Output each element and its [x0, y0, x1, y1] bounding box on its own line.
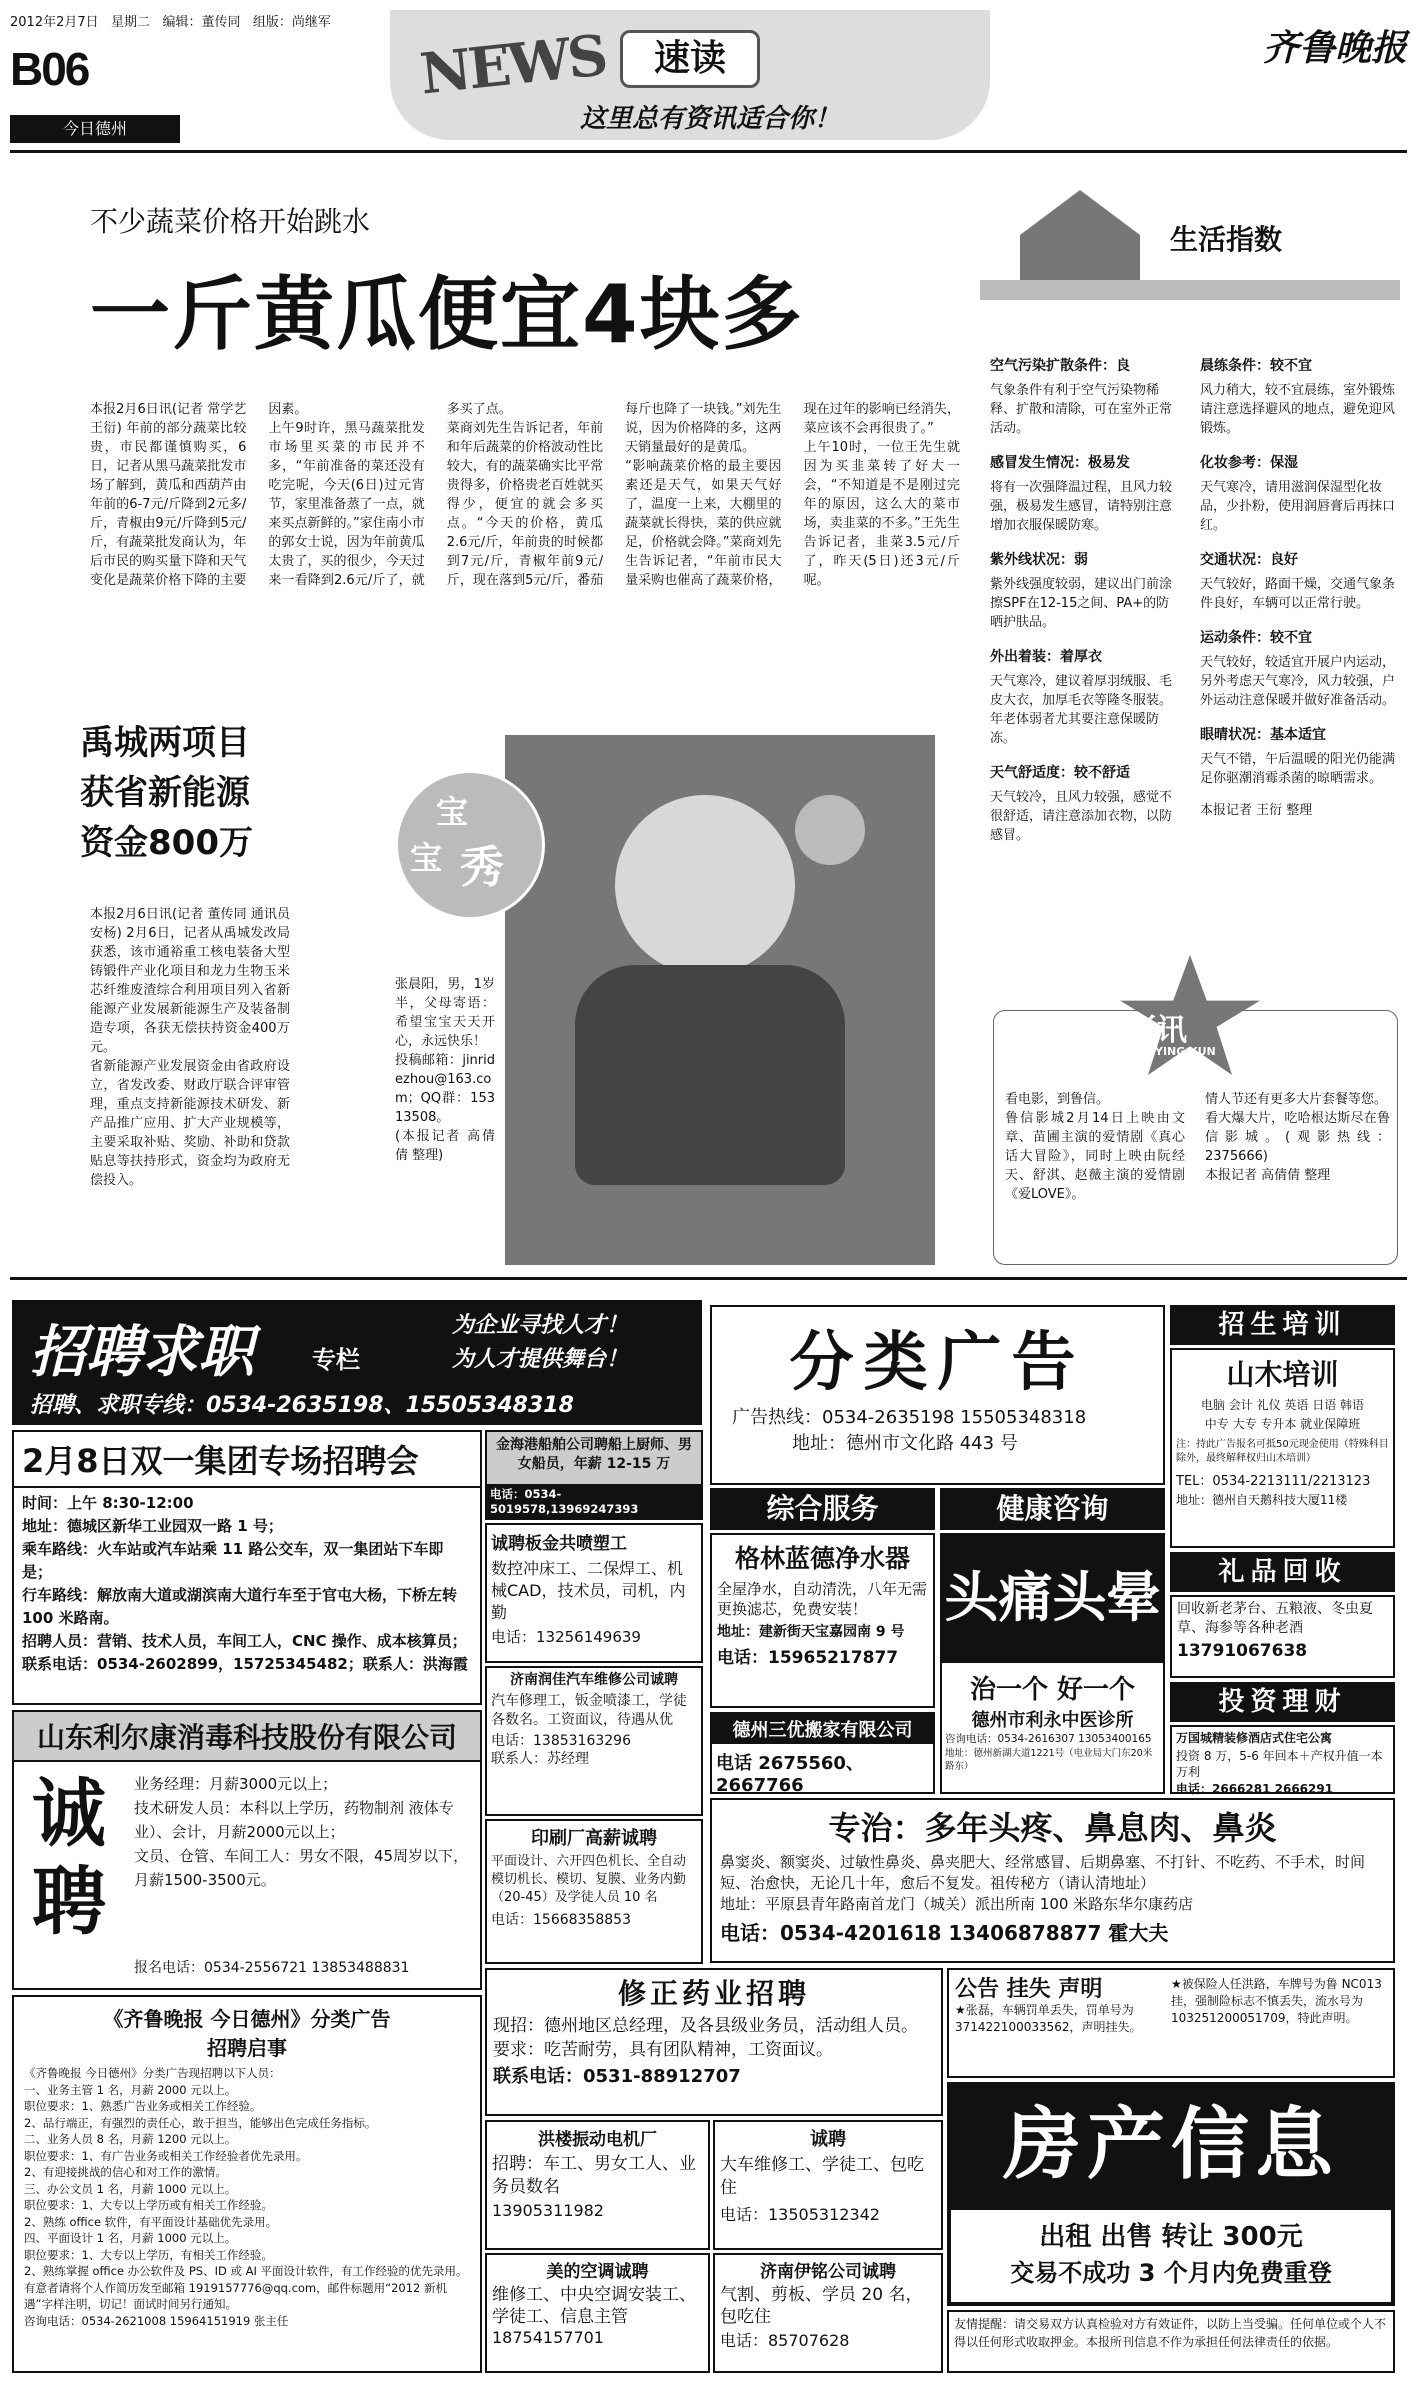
badge-char-2: 宝 — [410, 839, 443, 877]
water-box — [710, 1533, 935, 1708]
pharma-body: 现招：德州地区总经理，及各县级业务员，活动组人员。 要求：吃苦耐劳，具有团队精神，工资面议。 — [493, 2016, 918, 2060]
moving-title: 德州三优搬家有限公司 — [712, 1714, 933, 1744]
index-title: 生活指数 — [1170, 223, 1283, 256]
vib-tel: 13905311982 — [492, 2201, 604, 2220]
movie-right-text: 情人节还有更多大片套餐等您。 看大爆大片，吃哈根达斯尽在鲁信影城。(观影热线：2375666) 本报记者 高倩倩 整理 — [1205, 1092, 1390, 1183]
invest-box — [1170, 1725, 1395, 1794]
ac-tel: 18754157701 — [492, 2328, 604, 2347]
tab-enroll: 招生培训 — [1170, 1305, 1395, 1345]
notice-left: ★张磊，车辆罚单丢失，罚单号为 371422100033562，声明挂失。 — [955, 2003, 1142, 2034]
lier-item-3: 文员、仓管、车间工人：男女不限，45周岁以下，月薪1500-3500元。 — [134, 1847, 469, 1889]
sheet-box — [485, 1523, 703, 1663]
headache-address: 地址：德州新湖大道1221号（电业局大门东20米路东） — [945, 1748, 1153, 1772]
notice-title: 公告 挂失 声明 — [955, 1977, 1103, 2002]
lier-item-1: 业务经理：月薪3000元以上； — [134, 1775, 338, 1793]
port-tel: 电话：0534-5019578,13969247393 — [487, 1484, 701, 1518]
yiming-title: 济南伊铭公司诚聘 — [760, 2262, 896, 2282]
school-items: 电脑 会计 礼仪 英语 日语 韩语 中专 大专 专升本 就业保障班 — [1200, 1398, 1365, 1431]
gift-tel: 13791067638 — [1177, 1641, 1308, 1661]
moving-tel: 电话 2675560、2667766 — [716, 1753, 864, 1796]
energy-headline — [80, 718, 340, 868]
notice-box — [947, 1968, 1395, 2078]
date-line — [10, 14, 390, 32]
gift-box — [1170, 1595, 1395, 1678]
auto-tel: 电话：13853163296 联系人：苏经理 — [491, 1733, 631, 1767]
recruit-header — [12, 1300, 702, 1425]
newspaper-name: 齐鲁晚报 — [1262, 27, 1407, 69]
lier-big — [32, 1770, 106, 1946]
print-tel: 电话：15668358853 — [491, 1912, 631, 1928]
jobfair-body: 时间：上午 8:30-12:00 地址：德城区新华工业园双一路 1 号； 乘车路线：火车站或汽车站乘 11 路公交车，双一集团站下车即是； 行车路线：解放南大道或湖滨南大道行车至于官屯大杨，下桥左转 100 米路南。 招聘人员：营销、技术人员，车间工人，CNC 操作、成本核算员； 联系电话：0534-2602899，15725345482；联系人：洪海霞 — [22, 1494, 468, 1673]
jobfair-box — [12, 1430, 482, 1705]
vib-title: 洪楼振动电机厂 — [538, 2130, 657, 2150]
editor: 编辑：董传同 — [162, 15, 241, 30]
invest-body: 投资 8 万，5-6 年回本＋产权升值一本万利 — [1176, 1749, 1383, 1779]
badge-char-1: 宝 — [436, 793, 469, 831]
energy-headline-3: 资金800万 — [80, 823, 253, 863]
pharma-tel: 联系电话：0531-88912707 — [493, 2066, 741, 2087]
movie-badge-en: YING XUN — [1155, 1045, 1216, 1058]
movie-left-text: 看电影，到鲁信。 鲁信影城2月14日上映由文章、苗圃主演的爱情剧《真心话大冒险》，同时上映由阮经天、舒淇、赵薇主演的爱情剧《爱LOVE》。 — [1005, 1092, 1185, 1202]
grass-strip — [980, 280, 1400, 300]
tab-gift: 礼品回收 — [1170, 1552, 1395, 1592]
headache-tel: 咨询电话：0534-2616307 13053400165 — [945, 1733, 1152, 1745]
index-right-2: 化妆参考：保湿 天气寒冷，请用滋润保湿型化妆品，少扑粉，使用润唇膏后再抹口红。 — [1200, 455, 1396, 533]
sinus-body: 鼻窦炎、额窦炎、过敏性鼻炎、鼻夹肥大、经常感冒、后期鼻塞、不打针、不吃药、不手术，时间短、治愈快，无论几十年，愈后不复发。祖传秘方（请认清地址） — [720, 1853, 1366, 1892]
classified-header — [710, 1305, 1165, 1485]
auto-body: 汽车修理工，钣金喷漆工，学徒各数名。工资面议，待遇从优 — [491, 1693, 687, 1728]
pharma-title: 修正药业招聘 — [617, 1977, 810, 2010]
tab-invest: 投资理财 — [1170, 1682, 1395, 1722]
estate-info — [951, 2210, 1391, 2302]
water-body: 全屋净水，自动清洗，八年无需更换滤芯，免费安装！ — [717, 1580, 928, 1618]
headache-subtitle: 治一个 好一个 — [969, 1675, 1136, 1705]
tab-service: 综合服务 — [710, 1488, 935, 1530]
energy-headline-2: 获省新能源 — [80, 773, 250, 813]
gift-body: 回收新老茅台、五粮液、冬虫夏草、海参等各种老酒 — [1177, 1601, 1373, 1636]
print-body: 平面设计、六开四色机长、全自动模切机长、模切、复膜、业务内勤（20-45）及学徒人员 10 名 — [491, 1854, 687, 1905]
classified-hotline: 广告热线：0534-2635198 15505348318 — [732, 1407, 1087, 1428]
qilu-body: 《齐鲁晚报 今日德州》分类广告现招聘以下人员： 一、业务主管 1 名，月薪 2000 元以上。 职位要求：1、熟悉广告业务或相关工作经验。 2、品行端正，有强烈的责任心，敢于担当，能够出色完成任务指标。 二、业务人员 8 名，月薪 1200 元以上。 职位要求：1、有广告业务或相关工作经验者优先录用。 2、有迎接挑战的信心和对工作的激情。 三、办公文员 1 名，月薪 1000 元以上。 职位要求：1、大专以上学历或有相关工作经验。 2、熟练 office 软件，有平面设计基础优先录用。 四、平面设计 1 名，月薪 1000 元以上。 职位要求：1、大专以上学历，有相关工作经验。 2、熟练掌握 office 办公软件及 PS、ID 或 AI 平面设计软件，有工作经验的优先录用。有意者请将个人作简历发至邮箱 1919157776@qq.com，邮件标题用“2012 新机遇”字样注明，切记！面试时间另行通知。 咨询电话：0534-2621008 15964151919 张主任 — [24, 2066, 468, 2328]
sinus-tel: 电话：0534-4201618 13406878877 霍大夫 — [720, 1921, 1169, 1945]
water-title: 格林蓝德净水器 — [734, 1544, 910, 1573]
hire-box — [713, 2120, 943, 2250]
classified-title: 分类广告 — [789, 1326, 1086, 1400]
water-tel: 电话：15965217877 — [717, 1648, 899, 1668]
column-name: 速读 — [620, 30, 760, 88]
invest-title: 万国城精装修酒店式住宅公寓 — [1176, 1731, 1333, 1745]
lier-big-2: 聘 — [32, 1859, 106, 1945]
qilu-title: 《齐鲁晚报 今日德州》分类广告 — [103, 2007, 391, 2031]
pharma-box — [485, 1968, 943, 2116]
tip-box — [947, 2310, 1395, 2373]
index-left-2: 感冒发生情况：极易发 将有一次强降温过程，且风力较强，极易发生感冒，请特别注意增加衣服保暖防寒。 — [990, 455, 1173, 533]
energy-body: 本报2月6日讯(记者 董传同 通讯员 安杨) 2月6日，记者从禹城发改局获悉，该市通裕重工核电装备大型铸锻件产业化项目和龙力生物玉米芯纤维废渣综合利用项目列入省新能源产业发展新能源生产及装备制造专项，各获无偿扶持资金400万元。 省新能源产业发展资金由省政府设立，省发改委、财政厅联合评审管理，重点支持新能源技术研发、新产品推广应用、扩大产业规模等，主要采取补贴、奖励、补助和贷款贴息等扶持形式，资金均为政府无偿投入。 — [90, 907, 290, 1188]
index-right-1: 晨练条件：较不宜 风力稍大，较不宜晨练，室外锻炼请注意选择避风的地点，避免迎风锻炼。 — [1200, 358, 1396, 436]
print-box — [485, 1819, 703, 1964]
lier-tel: 报名电话：0534-2556721 13853488831 — [134, 1960, 410, 1976]
page-number: B06 — [10, 43, 89, 95]
yiming-tel: 电话：85707628 — [720, 2331, 850, 2350]
recruit-slogan-1: 为企业寻找人才！ — [452, 1313, 629, 1338]
ac-box — [485, 2253, 710, 2373]
estate-title: 房产信息 — [1002, 2100, 1339, 2190]
headache-box — [940, 1533, 1165, 1794]
port-title: 金海港船舶公司聘船上厨师、男女船员，年薪 12-15 万 — [496, 1437, 692, 1472]
hire-body: 大车维修工、学徒工、包吃住 — [720, 2155, 924, 2198]
rattle-ball — [795, 795, 865, 865]
date: 2012年2月7日 — [10, 15, 99, 30]
recruit-slogan-2: 为人才提供舞台！ — [452, 1347, 629, 1372]
notice-right: ★被保险人任洪路，车牌号为鲁 NC013 挂，强制险标志不慎丢失，流水号为 103251200051709，特此声明。 — [1171, 1977, 1382, 2025]
energy-headline-1: 禹城两项目 — [80, 723, 250, 763]
school-note: 注：持此广告报名可抵50元现金使用（特殊科目除外，最终解释权归山木培训） — [1176, 1439, 1389, 1464]
recruit-title-suffix: 专栏 — [312, 1346, 360, 1374]
sheet-tel: 电话：13256149639 — [491, 1628, 641, 1646]
recruit-title: 招聘求职 — [30, 1320, 254, 1385]
auto-box — [485, 1666, 703, 1816]
estate-line-2: 交易不成功 3 个月内免费重登 — [1010, 2259, 1332, 2287]
print-title: 印刷厂高薪诚聘 — [531, 1828, 657, 1849]
school-tel: TEL：0534-2213111/2213123 — [1176, 1474, 1371, 1489]
lier-big-1: 诚 — [32, 1771, 106, 1857]
baby-caption: 张晨阳，男，1岁半，父母寄语：希望宝宝天天开心，永远快乐！ 投稿邮箱：jinridezhou@163.com；QQ群：15313508。 (本报记者 高倩倩 整理) — [395, 977, 495, 1163]
ac-title: 美的空调诚聘 — [546, 2262, 649, 2282]
vib-box — [485, 2120, 710, 2250]
headache-title: 头痛头晕 — [942, 1535, 1163, 1663]
vib-body: 招聘：车工、男女工人、业务员数名 — [492, 2154, 696, 2197]
news-logo: NEWS — [417, 22, 609, 108]
baby-badge — [395, 770, 545, 920]
index-right-column — [1200, 355, 1400, 955]
baby-photo — [505, 735, 935, 1265]
index-right-4: 运动条件：较不宜 天气较好，较适宜开展户内运动，另外考虑天气寒冷，风力较强，户外运动注意保暖并做好准备活动。 — [1200, 630, 1396, 708]
sinus-title: 专治：多年头疼、鼻息肉、鼻炎 — [828, 1809, 1277, 1847]
section-label: 今日德州 — [10, 115, 180, 143]
ac-body: 维修工、中央空调安装工、学徒工、信息主管 — [492, 2285, 696, 2327]
movie-badge: 影讯 — [1127, 1013, 1187, 1048]
index-left-5: 天气舒适度：较不舒适 天气较冷，且风力较强，感觉不很舒适，请注意添加衣物，以防感冒。 — [990, 765, 1173, 843]
baby-body — [575, 965, 845, 1185]
school-name: 山木培训 — [1226, 1358, 1339, 1391]
lier-item-2: 技术研发人员：本科以上学历，药物制剂 液体专业）、会计，月薪2000元以上； — [134, 1799, 454, 1841]
house-icon — [1020, 190, 1140, 290]
index-left-column — [990, 355, 1180, 955]
school-address: 地址：德州自天鹅科技大厦11楼 — [1176, 1493, 1348, 1507]
index-right-3: 交通状况：良好 天气较好，路面干燥，交通气象条件良好，车辆可以正常行驶。 — [1200, 552, 1396, 611]
hire-tel: 电话：13505312342 — [720, 2205, 880, 2224]
recruit-hotline: 招聘、求职专线：0534-2635198、15505348318 — [30, 1393, 574, 1418]
banner — [390, 10, 990, 140]
auto-title: 济南润佳汽车维修公司诚聘 — [510, 1672, 678, 1688]
hire-title: 诚聘 — [810, 2129, 846, 2150]
classified-address: 地址：德州市文化路 443 号 — [792, 1433, 1018, 1454]
sinus-box — [710, 1798, 1395, 1963]
tip-text: 友情提醒：请交易双方认真检验对方有效证件，以防上当受骗。任何单位或个人不得以任何形式收取押金。本报所刊信息不作为承担任何法律责任的依据。 — [954, 2317, 1387, 2349]
cucumber-subtitle: 不少蔬菜价格开始跳水 — [90, 205, 371, 238]
qilu-subtitle: 招聘启事 — [207, 2036, 287, 2060]
jobfair-title: 2月8日双一集团专场招聘会 — [14, 1432, 480, 1488]
tab-health: 健康咨询 — [940, 1488, 1165, 1530]
index-banner — [980, 170, 1400, 330]
weekday: 星期二 — [111, 15, 151, 30]
headache-clinic: 德州市利永中医诊所 — [971, 1710, 1134, 1731]
slogan: 这里总有资讯适合你！ — [580, 104, 841, 134]
index-left-3: 紫外线状况：弱 紫外线强度较弱，建议出门前涂擦SPF在12-15之间、PA+的防晒护肤品。 — [990, 552, 1173, 630]
estate-box — [947, 2082, 1395, 2306]
qilu-box — [12, 1995, 482, 2373]
lier-title: 山东利尔康消毒科技股份有限公司 — [14, 1712, 480, 1762]
baby-face — [615, 795, 795, 975]
cucumber-headline: 一斤黄瓜便宜4块多 — [90, 268, 804, 361]
invest-tel: 电话：2666281 2666291 — [1176, 1782, 1334, 1796]
sheet-title: 诚聘板金共喷塑工 — [491, 1534, 627, 1554]
sheet-body: 数控冲床工、二保焊工、机械CAD，技术员，司机，内勤 — [491, 1559, 686, 1622]
index-right-5: 眼晴状况：基本适宜 天气不错，午后温暖的阳光仍能满足你驱潮消霉杀菌的晾晒需求。 — [1200, 727, 1396, 786]
water-address: 地址：建新街天宝嘉园南 9 号 — [717, 1624, 905, 1640]
index-left-1: 空气污染扩散条件：良 气象条件有利于空气污染物稀释、扩散和清除，可在室外正常活动。 — [990, 358, 1173, 436]
lier-box — [12, 1710, 482, 1990]
port-box — [485, 1430, 703, 1520]
lier-items — [134, 1772, 474, 1892]
badge-char-3: 秀 — [460, 842, 504, 893]
moving-box — [710, 1712, 935, 1794]
yiming-body: 气割、剪板、学员 20 名，包吃住 — [720, 2285, 923, 2327]
sinus-address: 地址：平原县青年路南首龙门（城关）派出所南 100 米路东华尔康药店 — [720, 1895, 1194, 1913]
yiming-box — [713, 2253, 943, 2373]
page-header — [10, 10, 1407, 145]
index-left-4: 外出着装：着厚衣 天气寒冷，建议着厚羽绒服、毛皮大衣，加厚毛衣等隆冬服装。年老体弱者尤其要注意保暖防冻。 — [990, 649, 1173, 746]
cucumber-body: 本报2月6日讯(记者 常学艺 王衍) 年前的部分蔬菜比较贵，市民都谨慎购买，6日，记者从黑马蔬菜批发市场了解到，黄瓜和西葫芦由年前的6-7元/斤降到2元多/斤，青椒由9元/斤降到5元/斤，有蔬菜批发商认为，年后市民的购买量下降和天气变化是蔬菜价格下降的主要因素。 上午9时许，黑马蔬菜批发市场里买菜的市民并不多，“年前准备的菜还没有吃完呢，今天(6日)过元宵节，家里准备蒸了一点，就来买点新鲜的。”家住南小市的郭女士说，因为年前黄瓜太贵了，买的很少，今天过来一看降到2.6元/斤了，就多买了点。 菜商刘先生告诉记者，年前和年后蔬菜的价格波动性比较大，有的蔬菜确实比平常贵得多，价格贵老百姓就买得少，便宜的就会多买点。“今天的价格，黄瓜2.6元/斤，年前贵的时候都到7元/斤，青椒年前9元/斤，现在落到5元/斤，番茄每斤也降了一块钱。”刘先生说，因为价格降的多，这两天销量最好的是黄瓜。 “影响蔬菜价格的最主要因素还是天气，如果天气好了，温度一上来，大棚里的蔬菜就长得快，菜的供应就足，价格就会降。”菜商刘先生告诉记者，“年前市民大量采购也催高了蔬菜价格，现在过年的影响已经消失，菜应该不会再很贵了。” 上午10时，一位王先生就因为买韭菜转了好大一会，“不知道是不是刚过完年的原因，这么大的菜市场，卖韭菜的不多。”王先生告诉记者，韭菜3.5元/斤了，昨天(5日)还3元/斤呢。 — [90, 402, 960, 588]
index-byline: 本报记者 王衍 整理 — [1200, 803, 1313, 818]
school-box — [1170, 1348, 1395, 1548]
designer: 组版：尚继军 — [252, 15, 331, 30]
estate-line-1: 出租 出售 转让 300元 — [1039, 2222, 1303, 2252]
